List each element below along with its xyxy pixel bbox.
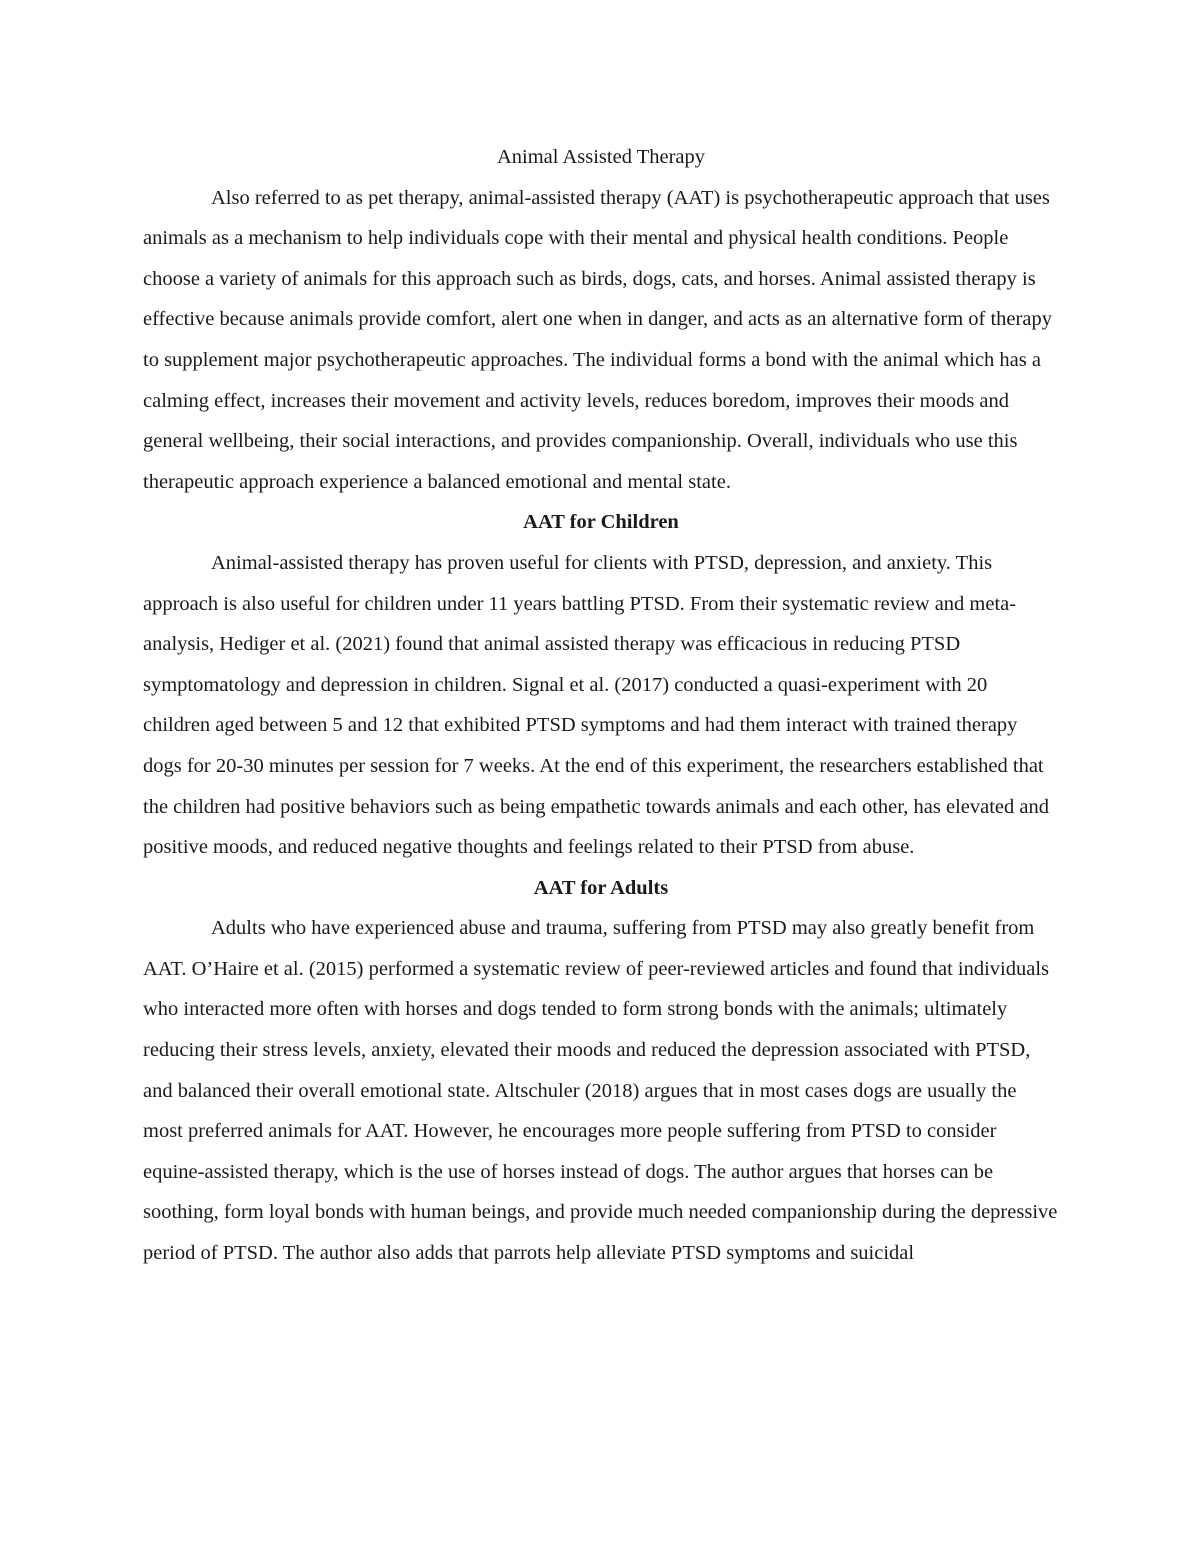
document-body [143,137,1059,1274]
intro-paragraph: Also referred to as pet therapy, animal-assisted therapy (AAT) is psychotherapeutic approach that uses animals as a mechanism to help individuals cope with their mental and physical health conditions. People choose a variety of animals for this approach such as birds, dogs, cats, and horses. Animal assisted therapy is effective because animals provide comfort, alert one when in danger, and acts as an alternative form of therapy to supplement major psychotherapeutic approaches. The individual forms a bond with the animal which has a calming effect, increases their movement and activity levels, reduces boredom, improves their moods and general wellbeing, their social interactions, and provides companionship. Overall, individuals who use this therapeutic approach experience a balanced emotional and mental state. [143,186,1052,493]
document-title: Animal Assisted Therapy [496,146,705,168]
children-paragraph: Animal-assisted therapy has proven useful for clients with PTSD, depression, and anxiety. This approach is also useful for children under 11 years battling PTSD. From their systematic review and meta-analysis, Hediger et al. (2021) found that animal assisted therapy was efficacious in reducing PTSD symptomatology and depression in children. Signal et al. (2017) conducted a quasi-experiment with 20 children aged between 5 and 12 that exhibited PTSD symptoms and had them interact with trained therapy dogs for 20-30 minutes per session for 7 weeks. At the end of this experiment, the researchers established that the children had positive behaviors such as being empathetic towards animals and each other, has elevated and positive moods, and reduced negative thoughts and feelings related to their PTSD from abuse. [143,551,1049,859]
section-heading-children: AAT for Children [523,511,679,534]
adults-paragraph: Adults who have experienced abuse and trauma, suffering from PTSD may also greatly benefit from AAT. O’Haire et al. (2015) performed a systematic review of peer-reviewed articles and found that individuals who interacted more often with horses and dogs tended to form strong bonds with the animals; ultimately reducing their stress levels, anxiety, elevated their moods and reduced the depression associated with PTSD, and balanced their overall emotional state. Altschuler (2018) argues that in most cases dogs are usually the most preferred animals for AAT. However, he encourages more people suffering from PTSD to consider equine-assisted therapy, which is the use of horses instead of dogs. The author argues that horses can be soothing, form loyal bonds with human beings, and provide much needed companionship during the depressive period of PTSD. The author also adds that parrots help alleviate PTSD symptoms and suicidal [143,917,1058,1265]
section-heading-adults: AAT for Adults [533,876,669,899]
